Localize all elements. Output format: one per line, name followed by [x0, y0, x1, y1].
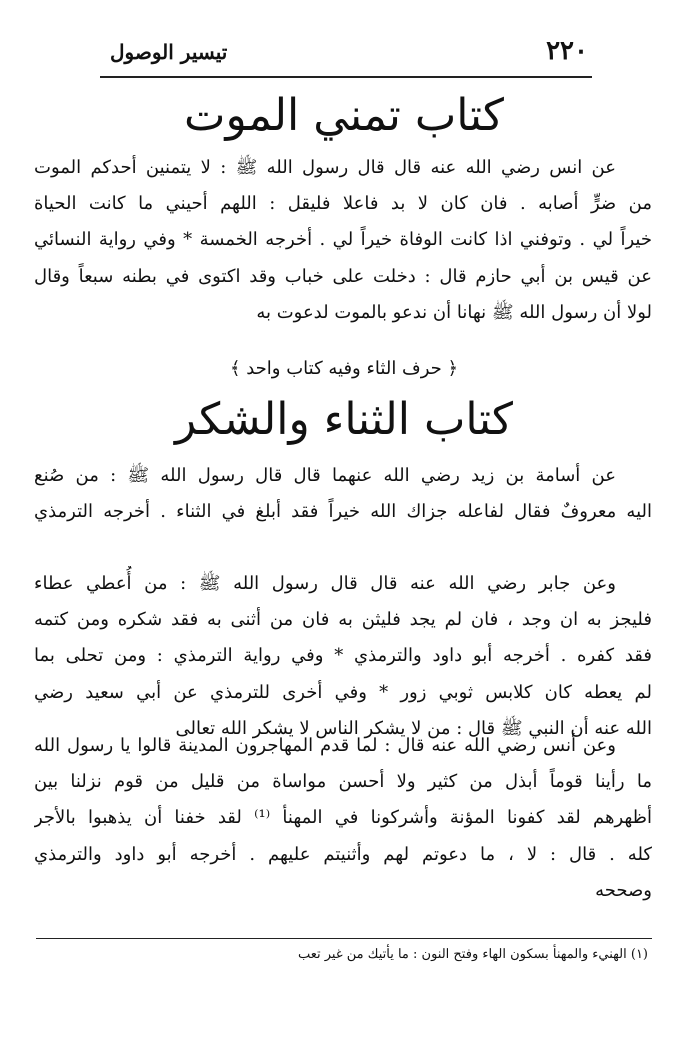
- text-line: عن أسامة بن زيد رضي الله عنهما قال قال رسول الله ﷺ : من صُنع: [34, 465, 616, 486]
- text-line: كله . قال : لا ، ما دعوتم لهم وأثنيتم عليهم . أخرجه أبو داود والترمذي: [34, 843, 652, 865]
- hadith-paragraph: [34, 566, 652, 747]
- text-line: ما رأينا قوماً أبذل من كثير ولا أحسن مواساة من قليل من قوم نزلنا بين: [34, 771, 652, 793]
- hadith-paragraph: [34, 728, 652, 909]
- page-number: ٢٢٠: [546, 36, 588, 66]
- text-line: وصححه: [595, 879, 652, 901]
- text-line: وعن أنس رضي الله عنه قال : لما قدم المهاجرون المدينة قالوا يا رسول الله: [34, 735, 616, 756]
- text-line: عن قيس بن أبي حازم قال : دخلت على خباب وقد اكتوى في بطنه سبعاً وقال: [34, 265, 652, 287]
- text-line: خيراً لي . وتوفني اذا كانت الوفاة خيراً لي . أخرجه الخمسة * وفي رواية النسائي: [34, 229, 652, 251]
- text-line: فقد كفره . أخرجه أبو داود والترمذي * وفي رواية الترمذي : ومن تحلى بما: [34, 645, 652, 667]
- text-line: لولا أن رسول الله ﷺ نهانا أن ندعو بالموت لدعوت به: [256, 301, 652, 323]
- book-title-death-wish: كتاب تمني الموت: [184, 90, 504, 141]
- text-line: عن انس رضي الله عنه قال قال رسول الله ﷺ : لا يتمنين أحدكم الموت: [34, 157, 616, 178]
- header-divider: [100, 76, 592, 78]
- text-line: فليجز به ان وجد ، فان لم يجد فليثن به فان من أثنى به فقد شكره ومن كتمه: [34, 609, 652, 631]
- text-line: وعن جابر رضي الله عنه قال قال رسول الله ﷺ : من أُعطي عطاء: [34, 573, 616, 594]
- footnote-divider: [36, 938, 652, 939]
- text-line: أظهرهم لقد كفونا المؤنة وأشركونا في المهنأ ⁽¹⁾ لقد خفنا أن يذهبوا بالأجر: [34, 807, 652, 829]
- page-header: [110, 36, 588, 70]
- footnote: (١) الهنيء والمهنأ بسكون الهاء وفتح النون : ما يأتيك من غير تعب: [297, 947, 648, 962]
- hadith-paragraph: [34, 458, 652, 530]
- section-heading-note: ﴿ حرف الثاء وفيه كتاب واحد ﴾: [229, 358, 459, 379]
- text-line: الله عنه أن النبي ﷺ قال : من لا يشكر الناس لا يشكر الله تعالى: [175, 717, 652, 739]
- hadith-paragraph: [34, 150, 652, 331]
- text-line: لم يعطه كان كلابس ثوبي زور * وفي أخرى للترمذي عن أبي سعيد رضي: [34, 681, 652, 703]
- book-title-praise-thanks: كتاب الثناء والشكر: [174, 394, 513, 445]
- text-line: من ضرٍّ أصابه . فان كان لا بد فاعلا فليقل : اللهم أحيني ما كانت الحياة: [34, 193, 652, 215]
- text-line: اليه معروفٌ فقال لفاعله جزاك الله خيراً فقد أبلغ في الثناء . أخرجه الترمذي: [34, 501, 652, 523]
- running-title: تيسير الوصول: [110, 40, 228, 64]
